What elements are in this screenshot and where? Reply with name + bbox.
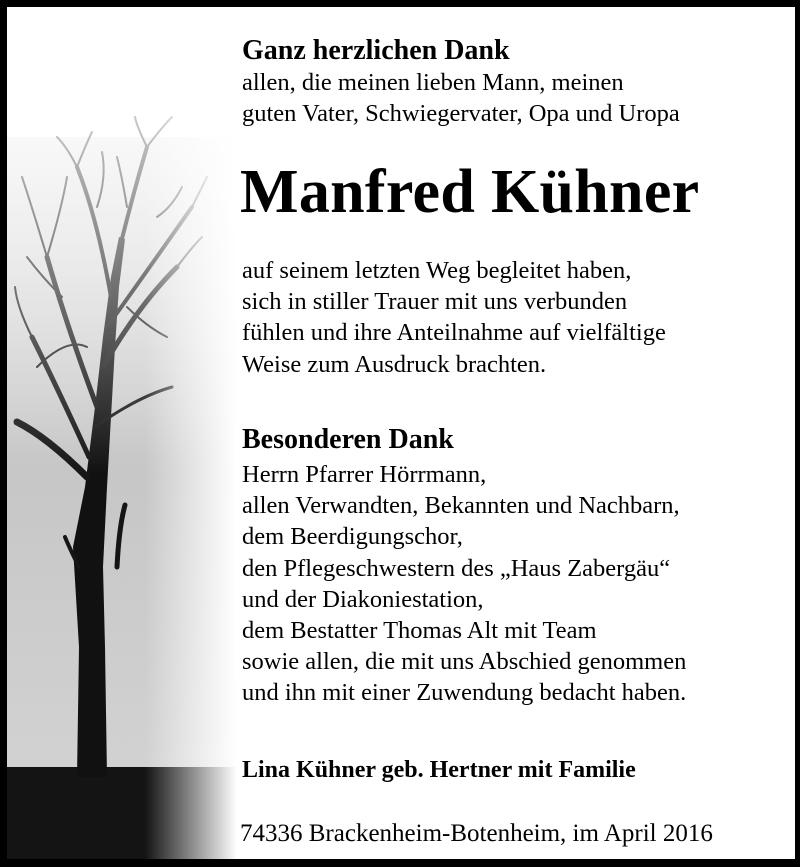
- place-date: 74336 Brackenheim-Botenheim, im April 2016: [240, 820, 713, 847]
- special-thanks-block: [242, 459, 686, 709]
- special-line: sowie allen, die mit uns Abschied genommen: [242, 648, 687, 676]
- body-block: [242, 255, 666, 380]
- special-line: Herrn Pfarrer Hörrmann,: [242, 461, 487, 488]
- special-line: den Pflegeschwestern des „Haus Zabergäu“: [242, 554, 671, 582]
- body-line: sich in stiller Trauer mit uns verbunden: [242, 288, 628, 316]
- intro-line: guten Vater, Schwiegervater, Opa und Uropa: [242, 100, 680, 128]
- notice-text: [237, 7, 795, 859]
- intro-line: allen, die meinen lieben Mann, meinen: [242, 69, 624, 96]
- intro-block: [242, 67, 680, 129]
- body-line: auf seinem letzten Weg begleitet haben,: [242, 257, 632, 284]
- body-line: Weise zum Ausdruck brachten.: [242, 350, 547, 378]
- special-line: dem Bestatter Thomas Alt mit Team: [242, 617, 597, 645]
- thanks-heading: Ganz herzlichen Dank: [242, 35, 510, 66]
- special-line: und der Diakoniestation,: [242, 585, 484, 613]
- special-line: und ihn mit einer Zuwendung bedacht haben.: [242, 679, 687, 707]
- tree-image: [7, 7, 237, 859]
- deceased-name: Manfred Kühner: [240, 158, 700, 226]
- special-thanks-heading: Besonderen Dank: [242, 424, 454, 455]
- signature: Lina Kühner geb. Hertner mit Familie: [242, 757, 636, 783]
- special-line: allen Verwandten, Bekannten und Nachbarn,: [242, 492, 680, 520]
- bare-tree-silhouette-icon: [7, 7, 237, 859]
- special-line: dem Beerdigungschor,: [242, 523, 463, 551]
- body-line: fühlen und ihre Anteilnahme auf vielfältige: [242, 319, 666, 347]
